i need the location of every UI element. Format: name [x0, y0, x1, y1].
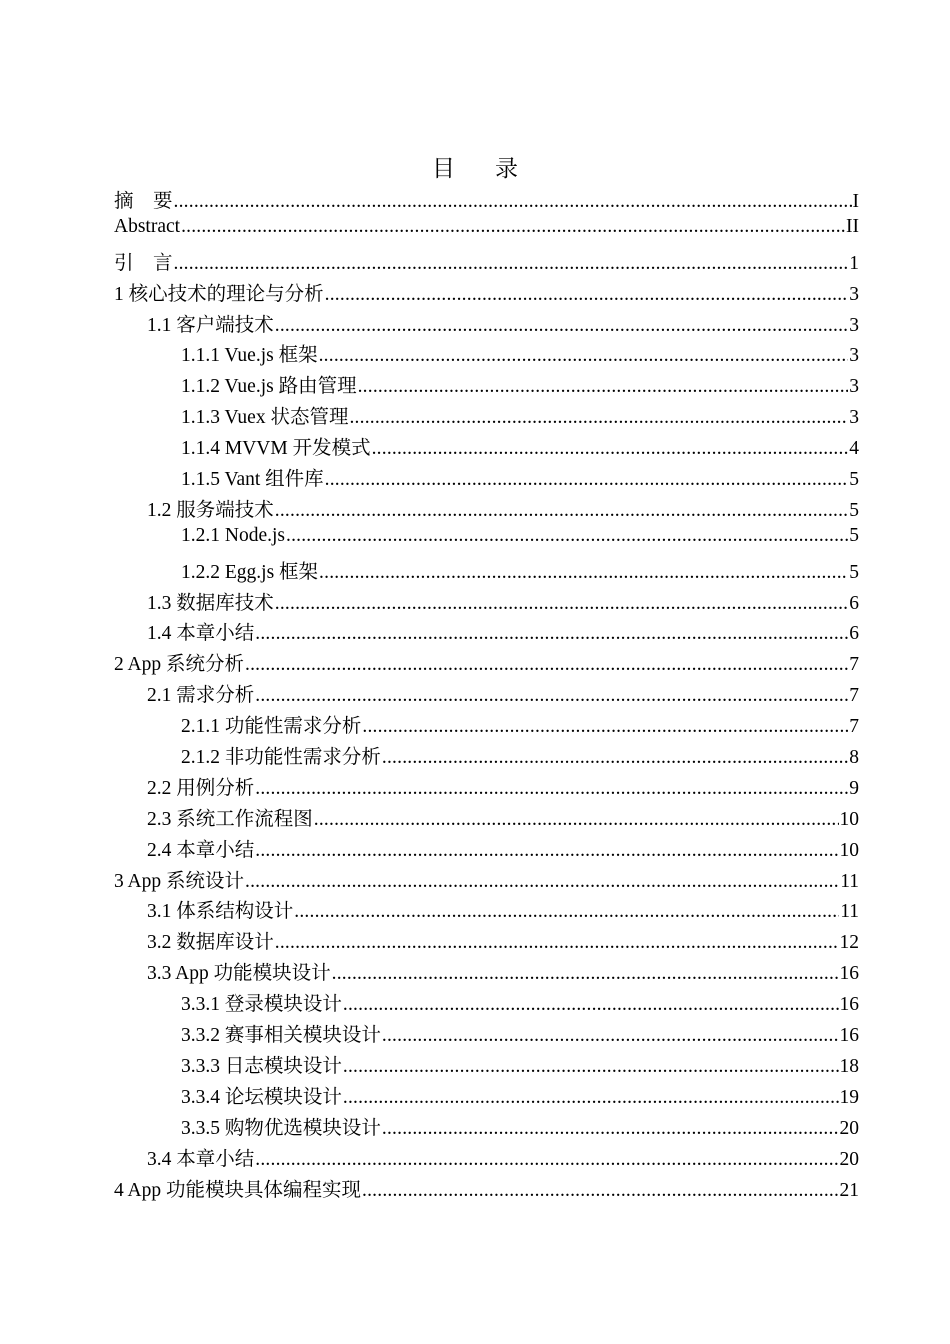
toc-leader-dots [255, 685, 848, 707]
toc-leader-dots [255, 623, 848, 645]
toc-leader-dots [275, 932, 839, 954]
toc-leader-dots [362, 1180, 838, 1202]
toc-entry[interactable] [114, 247, 859, 278]
toc-leader-dots [181, 216, 845, 238]
toc-entry-page-number: 3 [849, 407, 859, 429]
toc-entry-page-number: 5 [849, 561, 859, 583]
toc-entry[interactable] [114, 494, 859, 525]
toc-entry-page-number: 1 [849, 252, 859, 274]
toc-entry-label: 2.1.2 非功能性需求分析 [181, 747, 381, 769]
toc-entry-page-number: 16 [839, 994, 859, 1016]
toc-entry-page-number: 3 [849, 283, 859, 305]
toc-leader-dots [286, 525, 848, 547]
toc-entry-label: 2.4 本章小结 [147, 839, 255, 861]
toc-entry-page-number: 3 [849, 345, 859, 367]
toc-entry[interactable] [114, 370, 859, 401]
toc-entry[interactable] [114, 185, 859, 216]
toc-entry[interactable] [114, 432, 859, 463]
toc-leader-dots [343, 1056, 839, 1078]
toc-entry[interactable] [114, 772, 859, 803]
toc-leader-dots [358, 376, 849, 398]
toc-entry-label: 3.2 数据库设计 [147, 932, 274, 954]
toc-entry[interactable] [114, 401, 859, 432]
toc-leader-dots [343, 1087, 839, 1109]
toc-entry[interactable] [114, 1050, 859, 1081]
toc-entry-label: 1.1.5 Vant 组件库 [181, 469, 324, 491]
toc-entry-page-number: II [846, 215, 859, 237]
toc-entry[interactable] [114, 648, 859, 679]
toc-leader-dots [275, 593, 848, 615]
toc-entry-label: 1.1.2 Vue.js 路由管理 [181, 376, 357, 398]
toc-entry[interactable] [114, 309, 859, 340]
toc-leader-dots [319, 345, 849, 367]
toc-entry-page-number: 16 [839, 1025, 859, 1047]
toc-entry-page-number: I [852, 191, 859, 212]
toc-entry-label: 摘 要 [114, 191, 173, 212]
toc-entry-page-number: 6 [849, 592, 859, 614]
toc-entry[interactable] [114, 1174, 859, 1205]
toc-entry[interactable] [114, 216, 859, 247]
toc-entry[interactable] [114, 556, 859, 587]
toc-entry[interactable] [114, 617, 859, 648]
toc-entry-page-number: 7 [849, 654, 859, 676]
toc-entry-label: 3.3 App 功能模块设计 [147, 963, 331, 985]
toc-entry-page-number: 16 [839, 963, 859, 985]
toc-entry-page-number: 5 [849, 524, 859, 546]
toc-leader-dots [325, 284, 849, 306]
toc-entry-label: 3.3.4 论坛模块设计 [181, 1086, 342, 1108]
toc-leader-dots [319, 562, 848, 584]
toc-entry-label: 1.1.3 Vuex 状态管理 [181, 407, 349, 429]
toc-entry[interactable] [114, 895, 859, 926]
toc-entry-page-number: 11 [840, 870, 859, 892]
toc-entry-label: 1.2 服务端技术 [147, 499, 274, 521]
table-of-contents [114, 185, 859, 1204]
toc-entry[interactable] [114, 957, 859, 988]
toc-leader-dots [325, 469, 849, 491]
toc-leader-dots [174, 253, 849, 275]
toc-entry[interactable] [114, 1019, 859, 1050]
title-char-2: 录 [495, 156, 518, 182]
toc-leader-dots [245, 654, 848, 676]
toc-leader-dots [255, 778, 848, 800]
toc-entry-page-number: 3 [849, 314, 859, 336]
toc-entry-page-number: 7 [849, 716, 859, 738]
toc-entry-label: 3.3.1 登录模块设计 [181, 994, 342, 1016]
toc-entry[interactable] [114, 463, 859, 494]
toc-leader-dots [382, 1025, 839, 1047]
toc-leader-dots [372, 438, 849, 460]
toc-entry-page-number: 3 [849, 376, 859, 398]
toc-entry-label: 3 App 系统设计 [114, 870, 245, 892]
toc-leader-dots [332, 963, 839, 985]
toc-entry-label: 4 App 功能模块具体编程实现 [114, 1179, 362, 1201]
toc-entry[interactable] [114, 525, 859, 556]
toc-entry-label: 2.3 系统工作流程图 [147, 808, 313, 830]
toc-leader-dots [362, 716, 848, 738]
toc-entry[interactable] [114, 679, 859, 710]
toc-entry-page-number: 20 [839, 1148, 859, 1170]
toc-entry-label: 1.1.1 Vue.js 框架 [181, 345, 318, 367]
toc-entry[interactable] [114, 926, 859, 957]
toc-leader-dots [314, 809, 839, 831]
toc-entry-label: 3.4 本章小结 [147, 1148, 255, 1170]
toc-entry-label: 1.2.2 Egg.js 框架 [181, 561, 319, 583]
toc-entry-label: 3.3.2 赛事相关模块设计 [181, 1025, 381, 1047]
toc-entry-label: 1.2.1 Node.js [181, 524, 285, 546]
toc-entry[interactable] [114, 741, 859, 772]
toc-entry[interactable] [114, 988, 859, 1019]
toc-entry[interactable] [114, 834, 859, 865]
toc-entry-label: Abstract [114, 215, 181, 237]
toc-entry-label: 3.3.5 购物优选模块设计 [181, 1117, 381, 1139]
toc-leader-dots [174, 191, 852, 213]
toc-entry-page-number: 5 [849, 469, 859, 491]
toc-leader-dots [349, 407, 848, 429]
toc-entry[interactable] [114, 803, 859, 834]
toc-entry-page-number: 21 [839, 1179, 859, 1201]
toc-leader-dots [275, 315, 848, 337]
toc-entry-label: 3.3.3 日志模块设计 [181, 1055, 342, 1077]
toc-entry-page-number: 20 [839, 1117, 859, 1139]
toc-entry-page-number: 19 [839, 1086, 859, 1108]
toc-entry-page-number: 7 [849, 685, 859, 707]
toc-entry-label: 3.1 体系结构设计 [147, 901, 294, 923]
toc-entry-label: 引 言 [114, 252, 173, 274]
toc-entry-page-number: 12 [839, 932, 859, 954]
toc-entry[interactable] [114, 865, 859, 896]
toc-leader-dots [255, 840, 838, 862]
toc-entry[interactable] [114, 1143, 859, 1174]
toc-entry-label: 1.1 客户端技术 [147, 314, 274, 336]
toc-leader-dots [382, 1118, 839, 1140]
toc-entry-page-number: 8 [849, 747, 859, 769]
toc-leader-dots [245, 871, 839, 893]
toc-entry-page-number: 6 [849, 623, 859, 645]
toc-entry[interactable] [114, 339, 859, 370]
title-char-1: 目 [432, 156, 455, 182]
toc-entry-label: 1.3 数据库技术 [147, 592, 274, 614]
toc-entry-page-number: 10 [839, 808, 859, 830]
toc-leader-dots [343, 994, 839, 1016]
page-title [0, 152, 950, 186]
toc-entry-label: 1.4 本章小结 [147, 623, 255, 645]
toc-entry-page-number: 5 [849, 499, 859, 521]
toc-entry-label: 1.1.4 MVVM 开发模式 [181, 438, 371, 460]
toc-entry-label: 2 App 系统分析 [114, 654, 245, 676]
toc-entry[interactable] [114, 710, 859, 741]
toc-entry-page-number: 11 [840, 901, 859, 923]
toc-entry-label: 2.1.1 功能性需求分析 [181, 716, 362, 738]
toc-entry[interactable] [114, 587, 859, 618]
toc-entry-page-number: 9 [849, 777, 859, 799]
toc-entry-page-number: 4 [849, 438, 859, 460]
toc-entry-page-number: 18 [839, 1055, 859, 1077]
toc-entry[interactable] [114, 1112, 859, 1143]
toc-entry-page-number: 10 [839, 839, 859, 861]
toc-entry[interactable] [114, 1081, 859, 1112]
toc-leader-dots [382, 747, 848, 769]
toc-leader-dots [255, 1149, 838, 1171]
toc-entry-label: 2.1 需求分析 [147, 685, 255, 707]
toc-leader-dots [275, 500, 848, 522]
toc-entry[interactable] [114, 278, 859, 309]
toc-entry-label: 2.2 用例分析 [147, 777, 255, 799]
toc-leader-dots [294, 901, 839, 923]
toc-entry-label: 1 核心技术的理论与分析 [114, 283, 324, 305]
